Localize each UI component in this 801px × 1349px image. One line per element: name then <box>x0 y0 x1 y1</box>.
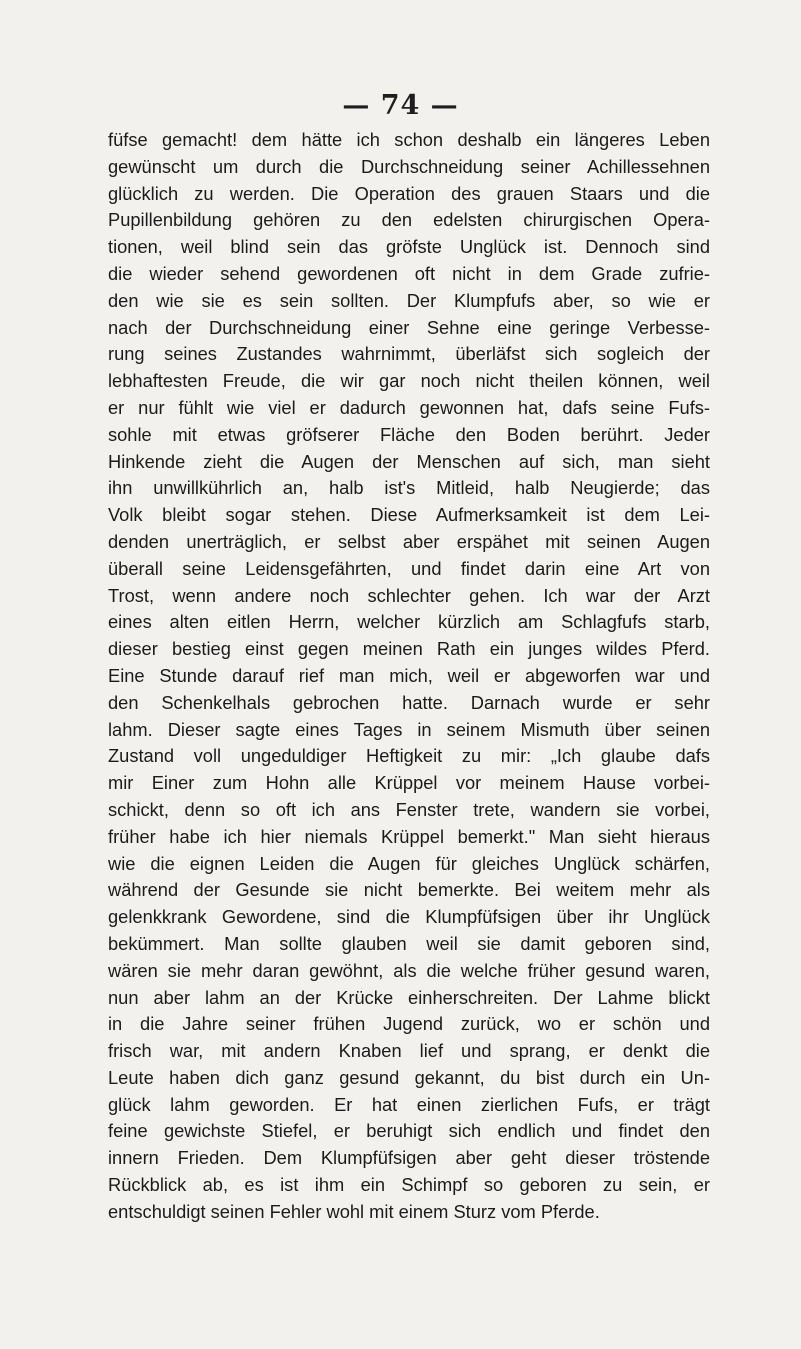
text-line: rung seines Zustandes wahrnimmt, überläfst sich sogleich der <box>108 343 710 365</box>
text-line: ihn unwillkührlich an, halb ist's Mitleid, halb Neugierde; das <box>108 477 710 499</box>
text-line: entschuldigt seinen Fehler wohl mit einem Sturz vom Pferde. <box>108 1200 600 1222</box>
text-line: Volk bleibt sogar stehen. Diese Aufmerksamkeit ist dem Lei- <box>108 504 710 526</box>
text-line: denden unerträglich, er selbst aber erspähet mit seinen Augen <box>108 530 710 552</box>
text-line: eines alten eitlen Herrn, welcher kürzlich am Schlagfufs starb, <box>108 611 710 633</box>
text-line: glück lahm geworden. Er hat einen zierlichen Fufs, er trägt <box>108 1093 710 1115</box>
text-line: füfse gemacht! dem hätte ich schon deshalb ein längeres Leben <box>108 129 710 150</box>
text-line: innern Frieden. Dem Klumpfüfsigen aber geht dieser tröstende <box>108 1147 710 1169</box>
text-line: Trost, wenn andere noch schlechter gehen. Ich war der Arzt <box>108 584 710 606</box>
text-line: Zustand voll ungeduldiger Heftigkeit zu mir: „Ich glaube dafs <box>108 745 710 767</box>
text-line: Rückblick ab, es ist ihm ein Schimpf so geboren zu sein, er <box>108 1174 710 1196</box>
text-line: feine gewichste Stiefel, er beruhigt sich endlich und findet den <box>108 1120 710 1142</box>
text-line: Eine Stunde darauf rief man mich, weil er abgeworfen war und <box>108 664 710 686</box>
text-line: er nur fühlt wie viel er dadurch gewonnen hat, dafs seine Fufs- <box>108 396 710 418</box>
text-line: schickt, denn so oft ich ans Fenster trete, wandern sie vorbei, <box>108 798 710 820</box>
text-line: sohle mit etwas gröfserer Fläche den Boden berührt. Jeder <box>108 423 710 445</box>
text-line: lebhaftesten Freude, die wir gar noch nicht theilen können, weil <box>108 370 710 392</box>
text-line: Hinkende zieht die Augen der Menschen auf sich, man sieht <box>108 450 710 472</box>
body-text <box>108 127 710 1226</box>
text-line: früher habe ich hier niemals Krüppel bemerkt." Man sieht hieraus <box>108 825 710 847</box>
text-line: mir Einer zum Hohn alle Krüppel vor meinem Hause vorbei- <box>108 772 710 794</box>
text-line: wie die eignen Leiden die Augen für gleiches Unglück schärfen, <box>108 852 710 874</box>
text-line: während der Gesunde sie nicht bemerkte. Bei weitem mehr als <box>108 879 710 901</box>
text-line: tionen, weil blind sein das gröfste Unglück ist. Dennoch sind <box>108 236 710 258</box>
text-line: nach der Durchschneidung einer Sehne eine geringe Verbesse- <box>108 316 710 338</box>
text-line: Pupillenbildung gehören zu den edelsten chirurgischen Opera- <box>108 209 710 231</box>
text-line: glücklich zu werden. Die Operation des grauen Staars und die <box>108 182 710 204</box>
text-line: die wieder sehend gewordenen oft nicht in dem Grade zufrie- <box>108 262 710 284</box>
text-line: dieser bestieg einst gegen meinen Rath ein junges wildes Pferd. <box>108 638 710 660</box>
text-line: den wie sie es sein sollten. Der Klumpfufs aber, so wie er <box>108 289 710 311</box>
page-number: — 74 — <box>342 90 459 121</box>
text-line: bekümmert. Man sollte glauben weil sie damit geboren sind, <box>108 932 710 954</box>
text-line: lahm. Dieser sagte eines Tages in seinem Mismuth über seinen <box>108 718 710 740</box>
text-line: überall seine Leidensgefährten, und findet darin eine Art von <box>108 557 710 579</box>
text-line: gewünscht um durch die Durchschneidung seiner Achillessehnen <box>108 155 710 177</box>
text-line: gelenkkrank Gewordene, sind die Klumpfüfsigen über ihr Unglück <box>108 906 710 928</box>
text-line: in die Jahre seiner frühen Jugend zurück, wo er schön und <box>108 1013 710 1035</box>
text-line: wären sie mehr daran gewöhnt, als die welche früher gesund waren, <box>108 959 710 981</box>
text-line: frisch war, mit andern Knaben lief und sprang, er denkt die <box>108 1040 710 1062</box>
text-line: nun aber lahm an der Krücke einherschreiten. Der Lahme blickt <box>108 986 710 1008</box>
text-line: Leute haben dich ganz gesund gekannt, du bist durch ein Un- <box>108 1066 710 1088</box>
text-line: den Schenkelhals gebrochen hatte. Darnach wurde er sehr <box>108 691 710 713</box>
